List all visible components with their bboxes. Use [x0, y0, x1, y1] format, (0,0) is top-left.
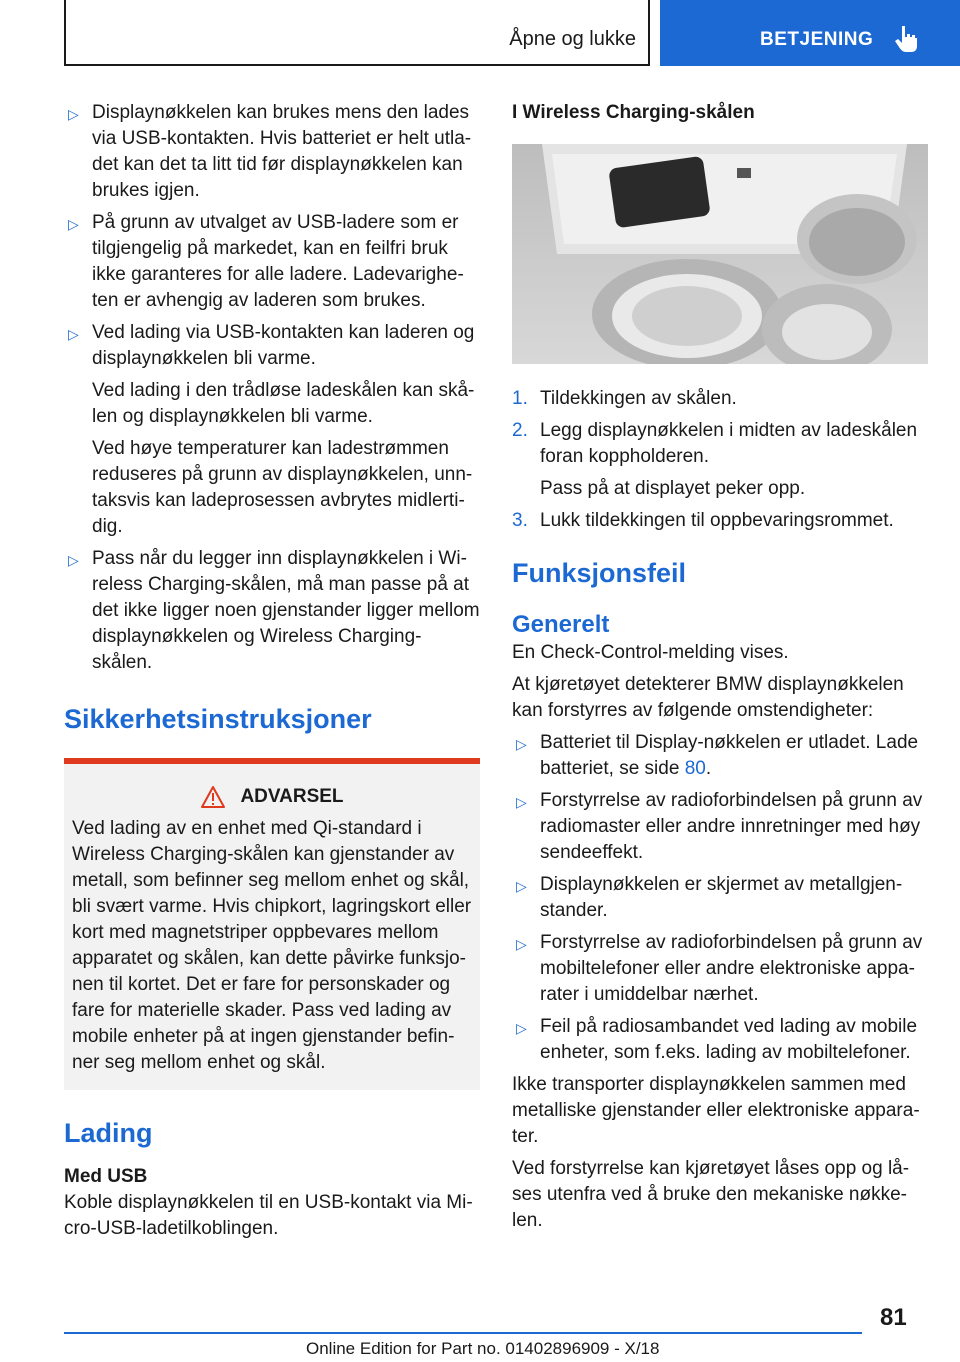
footer-edition: Online Edition for Part no. 01402896909 - X/18: [306, 1339, 660, 1358]
warning-box: [64, 758, 480, 1090]
list-item: ▷ Batteriet til Display-nøkkelen er utladet. Lade batteriet, se side 80.: [516, 732, 919, 779]
header-rule-right: [648, 0, 650, 66]
fault-heading: Funksjonsfeil: [512, 558, 687, 588]
step-note: Pass på at displayet peker opp.: [540, 478, 806, 499]
triangle-bullet-icon: ▷: [516, 878, 527, 894]
list-item: ▷ Forstyrrelse av radioforbindelsen på grunn av radiomaster eller andre innretninger med høy sendeeffekt.: [516, 790, 923, 863]
step-item: 1. Tildekkingen av skålen.: [512, 388, 737, 409]
warning-text: Ved lading av en enhet med Qi-standard i Wireless Charging-skålen kan gjenstander av metall, som befinner seg mellom enhet og skål, bli svært varme. Hvis chipkort, lagringskort eller kort med magnetstriper oppbevares mellom apparatet og skålen, kan dette påvirke funksjonen til kortet. Det er fare for personskader og fare for materielle skader. Pass ved lading av mobile enheter på at ingen gjenstander befinner seg mellom enhet og skål.: [72, 818, 472, 1073]
triangle-bullet-icon: ▷: [516, 736, 527, 752]
list-item: ▷ Feil på radiosambandet ved lading av mobile enheter, som f.eks. lading av mobiltelefoner.: [516, 1016, 918, 1063]
step-item: 2. Legg displaynøkkelen i midten av ladeskålen foran koppholderen.: [512, 420, 918, 467]
wireless-heading: I Wireless Charging-skålen: [512, 102, 755, 123]
triangle-bullet-icon: ▷: [516, 936, 527, 952]
paragraph: En Check-Control-melding vises.: [512, 642, 789, 663]
triangle-bullet-icon: ▷: [68, 326, 79, 342]
warning-title: ADVARSEL: [240, 786, 344, 807]
warning-triangle-icon: [200, 785, 226, 809]
safety-heading: Sikkerhetsinstruksjoner: [64, 704, 372, 734]
page-number: 81: [880, 1304, 907, 1331]
list-item: ▷ Forstyrrelse av radioforbindelsen på grunn av mobiltelefoner eller andre elektroniske apparater i umiddelbar nærhet.: [516, 932, 923, 1005]
usb-text: Koble displaynøkkelen til en USB-kontakt via Micro-USB-ladetilkoblingen.: [64, 1192, 473, 1239]
triangle-bullet-icon: ▷: [68, 552, 79, 568]
list-item: ▷ Pass når du legger inn displaynøkkelen i Wireless Charging-skålen, må man passe på at det ikke ligger noen gjenstander ligger mellom displaynøkkelen og Wireless Charging-skålen.: [68, 548, 480, 673]
list-item-paragraph: Ved lading i den trådløse ladeskålen kan skålen og displaynøkkelen bli varme.: [92, 380, 475, 427]
hand-pointer-icon: [893, 24, 921, 54]
left-column: [64, 100, 480, 1248]
page-link[interactable]: 80: [684, 758, 706, 779]
charging-tray-photo: [512, 144, 928, 364]
right-column: [512, 100, 928, 1240]
triangle-bullet-icon: ▷: [516, 1020, 527, 1036]
list-item-paragraph: Ved høye temperaturer kan ladestrømmen reduseres på grunn av displaynøkkelen, unntaksvis kan ladeprosessen avbrytes midlertidig.: [92, 438, 473, 537]
list-item: ▷ Displaynøkkelen kan brukes mens den lades via USB-kontakten. Hvis batteriet er helt utladet kan det ta litt tid før displaynøkkelen kan brukes igjen.: [68, 102, 472, 201]
lading-heading: Lading: [64, 1118, 153, 1148]
list-item: ▷ Displaynøkkelen er skjermet av metallgjenstander.: [516, 874, 903, 921]
warning-header: [72, 784, 472, 810]
footer-rule: [64, 1332, 862, 1334]
paragraph: Ved forstyrrelse kan kjøretøyet låses opp og låses utenfra ved å bruke den mekaniske nøkkelen.: [512, 1158, 910, 1231]
usb-heading: Med USB: [64, 1166, 148, 1187]
chapter-tab-label: BETJENING: [760, 29, 874, 50]
triangle-bullet-icon: ▷: [68, 216, 79, 232]
header-rule-bottom: [64, 64, 650, 66]
paragraph: At kjøretøyet detekterer BMW displaynøkkelen kan forstyrres av følgende omstendigheter:: [512, 674, 904, 721]
triangle-bullet-icon: ▷: [516, 794, 527, 810]
list-item: ▷ På grunn av utvalget av USB-ladere som er tilgjengelig på markedet, kan en feilfri bruk ikke garanteres for alle ladere. Ladevarigheten er avhengig av laderen som brukes.: [68, 212, 464, 311]
list-item: ▷ Ved lading via USB-kontakten kan laderen og displaynøkkelen bli varme.: [68, 322, 475, 369]
triangle-bullet-icon: ▷: [68, 106, 79, 122]
paragraph: Ikke transporter displaynøkkelen sammen med metalliske gjenstander eller elektroniske apparater.: [512, 1074, 920, 1147]
step-item: 3. Lukk tildekkingen til oppbevaringsrommet.: [512, 510, 894, 531]
general-heading: Generelt: [512, 611, 610, 638]
section-title: Åpne og lukke: [509, 28, 636, 50]
